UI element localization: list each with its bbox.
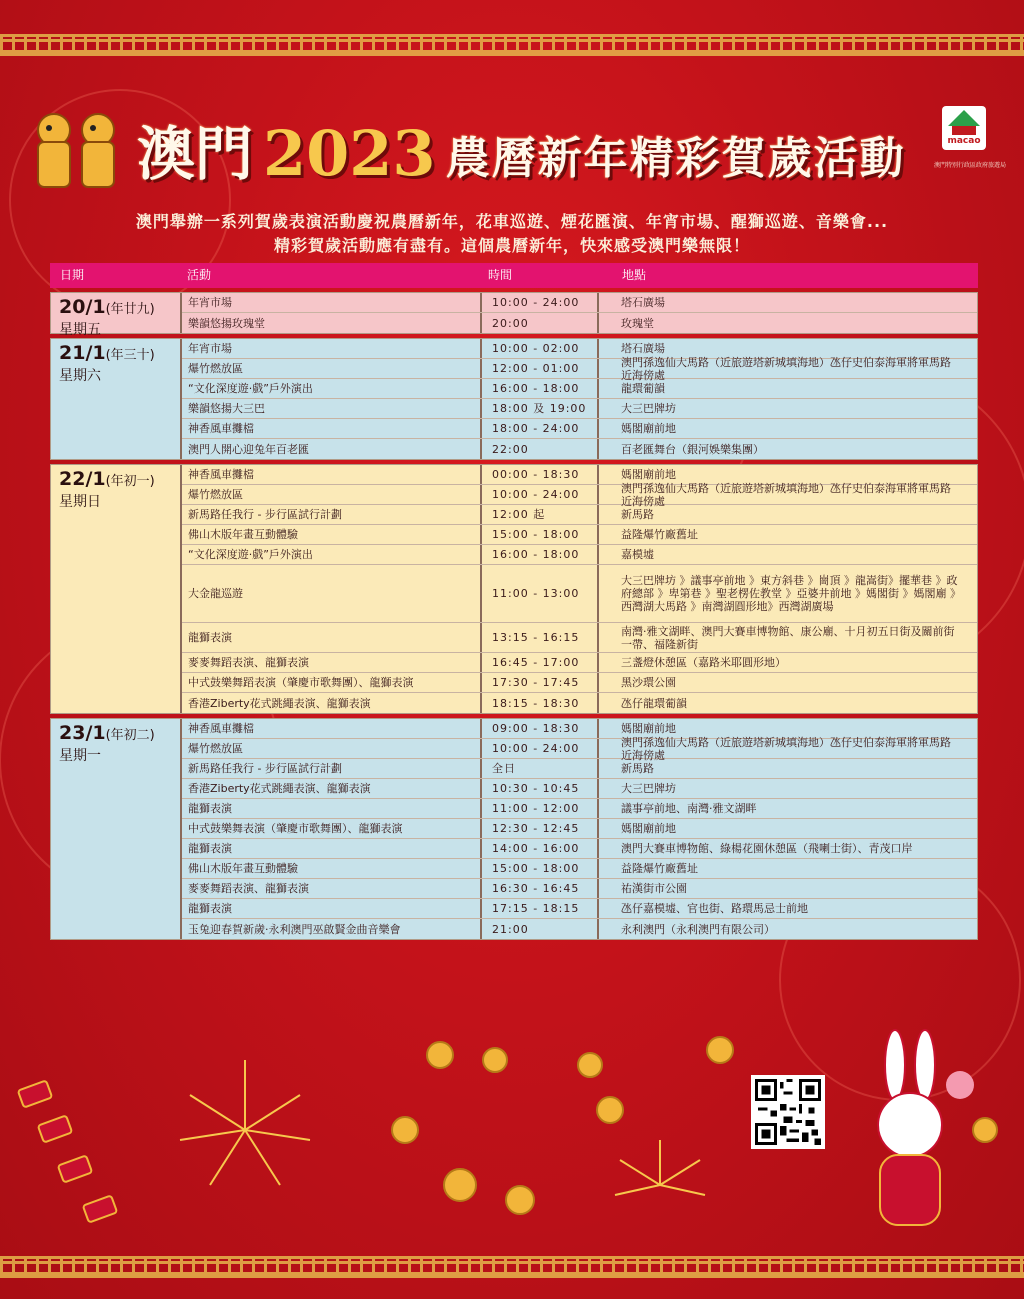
table-row xyxy=(182,505,977,525)
date-group xyxy=(50,338,978,460)
time-cell: 18:00 及 19:00 xyxy=(482,399,599,418)
activity-cell: 佛山木版年畫互動體驗 xyxy=(182,525,482,544)
table-row xyxy=(182,439,977,459)
activity-cell: 中式鼓樂舞表演（肇慶市歌舞團）、龍獅表演 xyxy=(182,819,482,838)
time-cell: 16:45 - 17:00 xyxy=(482,653,599,672)
time-cell: 10:00 - 24:00 xyxy=(482,485,599,504)
activity-cell: 澳門人開心迎兔年百老匯 xyxy=(182,439,482,459)
date-cell xyxy=(51,339,182,459)
place-cell: 塔石廣場 xyxy=(621,296,665,309)
weekday: 星期六 xyxy=(59,368,101,384)
qr-code-icon xyxy=(755,1079,821,1145)
place-cell: 大三巴牌坊 xyxy=(621,402,676,415)
time-cell: 21:00 xyxy=(482,919,599,939)
bottom-pattern-border xyxy=(0,1256,1024,1278)
time-cell: 13:15 - 16:15 xyxy=(482,623,599,652)
lion-dance-icon xyxy=(26,108,126,193)
date-group xyxy=(50,718,978,940)
activity-cell: 香港Ziberty花式跳繩表演、龍獅表演 xyxy=(182,779,482,798)
place-cell: 大三巴牌坊 》議事亭前地 》東方斜巷 》崗頂 》龍嵩街》擺華巷 》政府總部 》卑第巷 》聖老楞佐教堂 》亞婆井前地 》媽閣街 》媽閣廟 》西灣湖大馬路 》南灣湖圓形地》西灣湖廣場 xyxy=(621,574,961,613)
table-row xyxy=(182,859,977,879)
time-cell: 22:00 xyxy=(482,439,599,459)
header-place: 地點 xyxy=(622,268,647,282)
header-activity: 活動 xyxy=(187,268,212,282)
place-cell: 永利澳門（永利澳門有限公司） xyxy=(621,922,775,936)
time-cell: 10:00 - 24:00 xyxy=(482,293,599,312)
time-cell: 00:00 - 18:30 xyxy=(482,465,599,484)
activity-cell: 中式鼓樂舞蹈表演（肇慶市歌舞團）、龍獅表演 xyxy=(182,673,482,692)
place-cell: 澳門孫逸仙大馬路（近旅遊塔新城填海地）氹仔史伯泰海軍將軍馬路近海傍處 xyxy=(621,355,951,382)
table-row xyxy=(182,759,977,779)
place-cell: 嘉模墟 xyxy=(621,548,654,561)
time-cell: 15:00 - 18:00 xyxy=(482,859,599,878)
activity-cell: 龍獅表演 xyxy=(182,799,482,818)
activity-cell: 新馬路任我行 - 步行區試行計劃 xyxy=(182,759,482,778)
activity-cell: 麥麥舞蹈表演、龍獅表演 xyxy=(182,653,482,672)
time-cell: 全日 xyxy=(482,759,599,778)
table-row xyxy=(182,799,977,819)
activity-cell: 香港Ziberty花式跳繩表演、龍獅表演 xyxy=(182,693,482,713)
time-cell: 20:00 xyxy=(482,313,599,333)
table-row xyxy=(182,623,977,653)
activity-cell: 神香風車攤檔 xyxy=(182,419,482,438)
time-cell: 10:00 - 02:00 xyxy=(482,339,599,358)
logo-wordmark: macao xyxy=(947,136,981,146)
place-cell: 媽閣廟前地 xyxy=(621,722,676,735)
date-value: 20/1 xyxy=(59,296,106,318)
table-row xyxy=(182,879,977,899)
firework-right xyxy=(615,1140,705,1195)
lunar-date: (年初二) xyxy=(105,728,155,743)
table-row xyxy=(182,419,977,439)
place-cell: 黑沙環公園 xyxy=(621,676,676,689)
time-cell: 11:00 - 12:00 xyxy=(482,799,599,818)
activity-cell: 年宵市場 xyxy=(182,339,482,358)
title-subtitle: 農曆新年精彩賀歲活動 xyxy=(445,133,906,184)
place-cell: 祐漢街市公園 xyxy=(621,882,687,895)
activity-cell: 龍獅表演 xyxy=(182,899,482,918)
place-cell: 三盞燈休憩區（嘉路米耶圓形地） xyxy=(621,656,786,669)
header-time: 時間 xyxy=(488,268,513,282)
rabbit-illustration xyxy=(878,1030,974,1225)
place-cell: 百老匯舞台（銀河娛樂集團） xyxy=(621,442,764,456)
table-body xyxy=(50,292,978,940)
macao-tourism-logo xyxy=(926,106,1014,178)
time-cell: 14:00 - 16:00 xyxy=(482,839,599,858)
time-cell: 15:00 - 18:00 xyxy=(482,525,599,544)
place-cell: 媽閣廟前地 xyxy=(621,822,676,835)
weekday: 星期一 xyxy=(59,748,101,764)
activity-cell: 爆竹燃放區 xyxy=(182,359,482,378)
date-value: 21/1 xyxy=(59,342,106,364)
place-cell: 澳門孫逸仙大馬路（近旅遊塔新城填海地）氹仔史伯泰海軍將軍馬路近海傍處 xyxy=(621,481,951,508)
table-row xyxy=(182,355,977,382)
table-row xyxy=(182,653,977,673)
time-cell: 16:30 - 16:45 xyxy=(482,879,599,898)
intro-line-2: 精彩賀歲活動應有盡有。這個農曆新年，快來感受澳門樂無限！ xyxy=(273,236,750,255)
place-cell: 澳門大賽車博物館、綠楊花園休憩區（飛喇士街）、青茂口岸 xyxy=(621,842,913,855)
activity-cell: 龍獅表演 xyxy=(182,623,482,652)
table-row xyxy=(182,565,977,623)
place-cell: 議事亭前地、南灣‧雅文湖畔 xyxy=(621,802,757,815)
table-header xyxy=(50,263,978,288)
header-date: 日期 xyxy=(60,268,85,282)
activity-cell: “文化深度遊‧戲”戶外演出 xyxy=(182,379,482,398)
title-macau: 澳門 xyxy=(137,120,254,188)
table-row xyxy=(182,525,977,545)
date-value: 22/1 xyxy=(59,468,106,490)
table-row xyxy=(182,379,977,399)
top-pattern-border xyxy=(0,34,1024,56)
time-cell: 18:00 - 24:00 xyxy=(482,419,599,438)
activity-cell: 樂韻悠揚大三巴 xyxy=(182,399,482,418)
table-row xyxy=(182,839,977,859)
table-row xyxy=(182,899,977,919)
date-cell xyxy=(51,293,182,338)
activity-cell: 新馬路任我行 - 步行區試行計劃 xyxy=(182,505,482,524)
weekday: 星期五 xyxy=(59,322,101,338)
intro-line-1: 澳門舉辦一系列賀歲表演活動慶祝農曆新年，花車巡遊、煙花匯演、年宵市場、醒獅巡遊、音樂會... xyxy=(135,212,889,231)
qr-code[interactable] xyxy=(751,1075,825,1149)
place-cell: 塔石廣場 xyxy=(621,342,665,355)
activity-cell: 玉兔迎春賀新歲‧永利澳門巫啟賢金曲音樂會 xyxy=(182,919,482,939)
date-cell xyxy=(51,465,182,713)
place-cell: 益隆爆竹廠舊址 xyxy=(621,862,698,875)
table-row xyxy=(182,819,977,839)
table-row xyxy=(182,293,977,313)
time-cell: 16:00 - 18:00 xyxy=(482,545,599,564)
date-label xyxy=(59,342,155,364)
time-cell: 12:00 - 01:00 xyxy=(482,359,599,378)
time-cell: 10:00 - 24:00 xyxy=(482,739,599,758)
place-cell: 益隆爆竹廠舊址 xyxy=(621,528,698,541)
lunar-date: (年三十) xyxy=(105,348,155,363)
activity-cell: 神香風車攤檔 xyxy=(182,719,482,738)
place-cell: 新馬路 xyxy=(621,762,654,775)
activity-cell: 年宵市場 xyxy=(182,293,482,312)
header xyxy=(0,88,1024,208)
time-cell: 10:30 - 10:45 xyxy=(482,779,599,798)
table-row xyxy=(182,313,977,333)
activity-cell: 樂韻悠揚玫瑰堂 xyxy=(182,313,482,333)
place-cell: 氹仔龍環葡韻 xyxy=(621,696,687,710)
intro-text xyxy=(0,210,1024,258)
weekday: 星期日 xyxy=(59,494,101,510)
activity-cell: “文化深度遊‧戲”戶外演出 xyxy=(182,545,482,564)
activity-cell: 佛山木版年畫互動體驗 xyxy=(182,859,482,878)
logo-caption: 澳門特別行政區政府旅遊局 xyxy=(933,162,1006,169)
time-cell: 12:30 - 12:45 xyxy=(482,819,599,838)
page-title xyxy=(137,102,906,192)
time-cell: 17:15 - 18:15 xyxy=(482,899,599,918)
table-row xyxy=(182,545,977,565)
date-group xyxy=(50,292,978,338)
table-row xyxy=(182,481,977,508)
date-cell xyxy=(51,719,182,939)
table-row xyxy=(182,919,977,939)
time-cell: 11:00 - 13:00 xyxy=(482,565,599,622)
lunar-date: (年初一) xyxy=(105,474,155,489)
activity-cell: 大金龍巡遊 xyxy=(182,565,482,622)
activity-cell: 爆竹燃放區 xyxy=(182,739,482,758)
time-cell: 16:00 - 18:00 xyxy=(482,379,599,398)
table-row xyxy=(182,399,977,419)
activity-cell: 神香風車攤檔 xyxy=(182,465,482,484)
coins xyxy=(392,1037,997,1214)
date-label xyxy=(59,296,155,318)
place-cell: 媽閣廟前地 xyxy=(621,468,676,481)
time-cell: 18:15 - 18:30 xyxy=(482,693,599,713)
activity-cell: 龍獅表演 xyxy=(182,839,482,858)
firecrackers xyxy=(18,1080,117,1222)
time-cell: 12:00 起 xyxy=(482,505,599,524)
activity-cell: 麥麥舞蹈表演、龍獅表演 xyxy=(182,879,482,898)
title-year: 2023 xyxy=(263,117,436,190)
lunar-date: (年廿九) xyxy=(105,302,155,317)
table-row xyxy=(182,693,977,713)
schedule-table xyxy=(50,263,978,940)
place-cell: 澳門孫逸仙大馬路（近旅遊塔新城填海地）氹仔史伯泰海軍將軍馬路近海傍處 xyxy=(621,735,951,762)
table-row xyxy=(182,779,977,799)
time-cell: 09:00 - 18:30 xyxy=(482,719,599,738)
firework-left xyxy=(180,1060,310,1185)
place-cell: 媽閣廟前地 xyxy=(621,422,676,435)
place-cell: 南灣‧雅文湖畔、澳門大賽車博物館、康公廟、十月初五日街及關前街一帶、福隆新街 xyxy=(621,624,955,651)
date-group xyxy=(50,464,978,714)
table-row xyxy=(182,673,977,693)
place-cell: 新馬路 xyxy=(621,508,654,521)
table-row xyxy=(182,735,977,762)
activity-cell: 爆竹燃放區 xyxy=(182,485,482,504)
place-cell: 氹仔嘉模墟、官也街、路環馬忌士前地 xyxy=(621,902,808,915)
date-value: 23/1 xyxy=(59,722,106,744)
place-cell: 玫瑰堂 xyxy=(621,316,654,330)
date-label xyxy=(59,722,155,744)
place-cell: 大三巴牌坊 xyxy=(621,782,676,795)
time-cell: 17:30 - 17:45 xyxy=(482,673,599,692)
place-cell: 龍環葡韻 xyxy=(621,382,665,395)
date-label xyxy=(59,468,155,490)
